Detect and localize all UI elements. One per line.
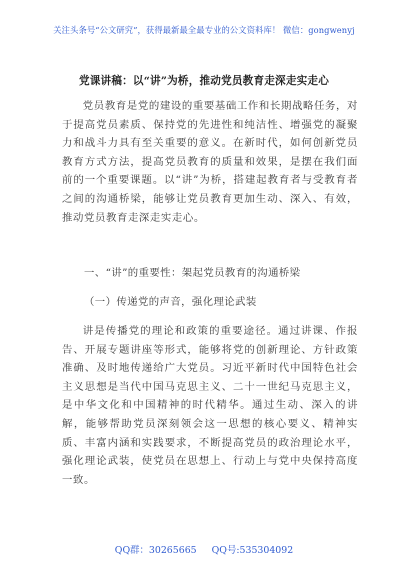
section-heading: 一、“讲”的重要性：架起党员教育的沟通桥梁 (84, 267, 301, 279)
footer-qq-number: QQ号:535304092 (211, 545, 294, 556)
footer-contact (0, 542, 408, 556)
footer-qq-group: QQ群：30265665 (114, 545, 197, 556)
header-promo-note: 关注头条号“公文研究”，获得最新最全最专业的公文资料库！ 微信：gongwenyj (53, 25, 355, 35)
body-paragraph: 讲是传播党的理论和政策的重要途径。通过讲课、作报告、开展专题讲座等形式，能够将党的创新理论、方针政策准确、及时地传递给广大党员。习近平新时代中国特色社会主义思想是当代中国马克思主义、二十一世纪马克思主义，是中华文化和中国精神的时代精华。通过生动、深入的讲解，能够帮助党员深刻领会这一思想的核心要义、精神实质、丰富内涵和实践要求，不断提高党员的政治理论水平，强化理论武装，使党员在思想上、行动上与党中央保持高度一致。 (62, 325, 358, 486)
sub-heading: （一）传递党的声音，强化理论武装 (84, 296, 257, 308)
body-paragraph-block (62, 322, 358, 489)
document-title: 党课讲稿：以“讲”为桥，推动党员教育走深走实走心 (78, 75, 330, 87)
intro-paragraph-block (62, 97, 358, 227)
intro-paragraph: 党员教育是党的建设的重要基础工作和长期战略任务，对于提高党员素质、保持党的先进性和纯洁性、增强党的凝聚力和战斗力具有至关重要的意义。在新时代，如何创新党员教育方式方法，提高党员教育的质量和效果，是摆在我们面前的一个重要课题。以“讲”为桥，搭建起教育者与受教育者之间的沟通桥梁，能够让党员教育更加生动、深入、有效，推动党员教育走深走实走心。 (62, 100, 358, 224)
